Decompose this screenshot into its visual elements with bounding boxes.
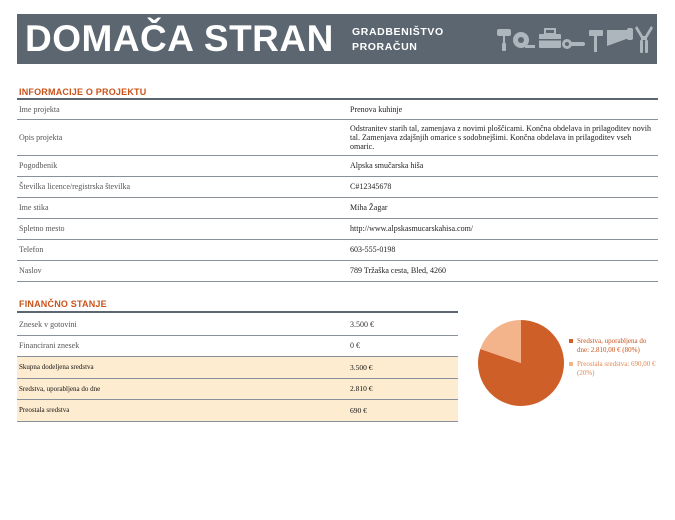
contractor-value: Alpska smučarska hiša: [348, 155, 658, 176]
legend-item: [569, 360, 659, 377]
finance-section-rule: [17, 311, 458, 313]
wrench-icon: [562, 39, 585, 49]
row-label: Naslov: [17, 260, 348, 281]
row-label: Številka licence/registrska številka: [17, 176, 348, 197]
pliers-icon: [635, 26, 653, 53]
legend-label-used: Sredstva, uporabljena do dne: 2.810,00 € (80%): [577, 337, 647, 354]
page-subtitle: [352, 25, 444, 55]
tools-illustration: [495, 20, 655, 58]
legend-swatch-used: [569, 339, 573, 343]
row-label: Sredstva, uporabljena do dne: [17, 378, 348, 400]
row-label: Financirani znesek: [17, 335, 348, 357]
tape-measure-icon: [513, 32, 535, 48]
legend-label-remaining: Preostala sredstva: 690,00 € (20%): [577, 360, 656, 377]
project-name-value: Prenova kuhinje: [348, 100, 658, 119]
total-allocated-value: 3.500 €: [348, 357, 458, 379]
table-row: [17, 357, 458, 379]
subtitle-line-2: PRORAČUN: [352, 41, 418, 53]
used-to-date-value: 2.810 €: [348, 378, 458, 400]
table-row: [17, 197, 658, 218]
row-label: Preostala sredstva: [17, 400, 348, 422]
table-row: [17, 100, 658, 119]
table-row: [17, 218, 658, 239]
table-row: [17, 239, 658, 260]
project-description-value: Odstranitev starih tal, zamenjava z novimi ploščicami. Končna obdelava in prilagoditev novih tal. Zamenjava zdajšnjih omarice s sodobnejšimi. Končna obdelava in prilagoditev vseh omaric.: [348, 119, 658, 155]
saw-icon: [607, 28, 633, 46]
legend-item: [569, 337, 659, 354]
legend-swatch-remaining: [569, 362, 573, 366]
subtitle-line-1: GRADBENIŠTVO: [352, 26, 444, 38]
table-row: [17, 400, 458, 422]
contact-name-value: Miha Žagar: [348, 197, 658, 218]
row-label: Spletno mesto: [17, 218, 348, 239]
chart-legend: [569, 337, 659, 383]
project-section-title: INFORMACIJE O PROJEKTU: [19, 87, 147, 97]
table-row: [17, 378, 458, 400]
project-info-table: [17, 100, 658, 282]
finance-section-title: FINANČNO STANJE: [19, 299, 107, 309]
row-label: Skupna dodeljena sredstva: [17, 357, 348, 379]
hammer-icon: [589, 30, 603, 52]
row-label: Ime projekta: [17, 100, 348, 119]
table-row: [17, 155, 658, 176]
table-row: [17, 119, 658, 155]
financed-amount-value: 0 €: [348, 335, 458, 357]
table-row: [17, 335, 458, 357]
page-title: DOMAČA STRAN: [25, 18, 334, 59]
license-value: C#12345678: [348, 176, 658, 197]
budget-pie-chart: [476, 318, 566, 408]
address-value: 789 Tržaška cesta, Bled, 4260: [348, 260, 658, 281]
table-row: [17, 314, 458, 335]
phone-value: 603-555-0198: [348, 239, 658, 260]
table-row: [17, 176, 658, 197]
website-value: http://www.alpskasmucarskahisa.com/: [348, 218, 658, 239]
row-label: Pogodbenik: [17, 155, 348, 176]
row-label: Znesek v gotovini: [17, 314, 348, 335]
row-label: Ime stika: [17, 197, 348, 218]
row-label: Telefon: [17, 239, 348, 260]
table-row: [17, 260, 658, 281]
cash-amount-value: 3.500 €: [348, 314, 458, 335]
remaining-value: 690 €: [348, 400, 458, 422]
finance-table: [17, 314, 458, 422]
paint-roller-icon: [497, 29, 511, 51]
header-banner: [17, 14, 657, 64]
row-label: Opis projekta: [17, 119, 348, 155]
toolbox-icon: [539, 29, 561, 48]
